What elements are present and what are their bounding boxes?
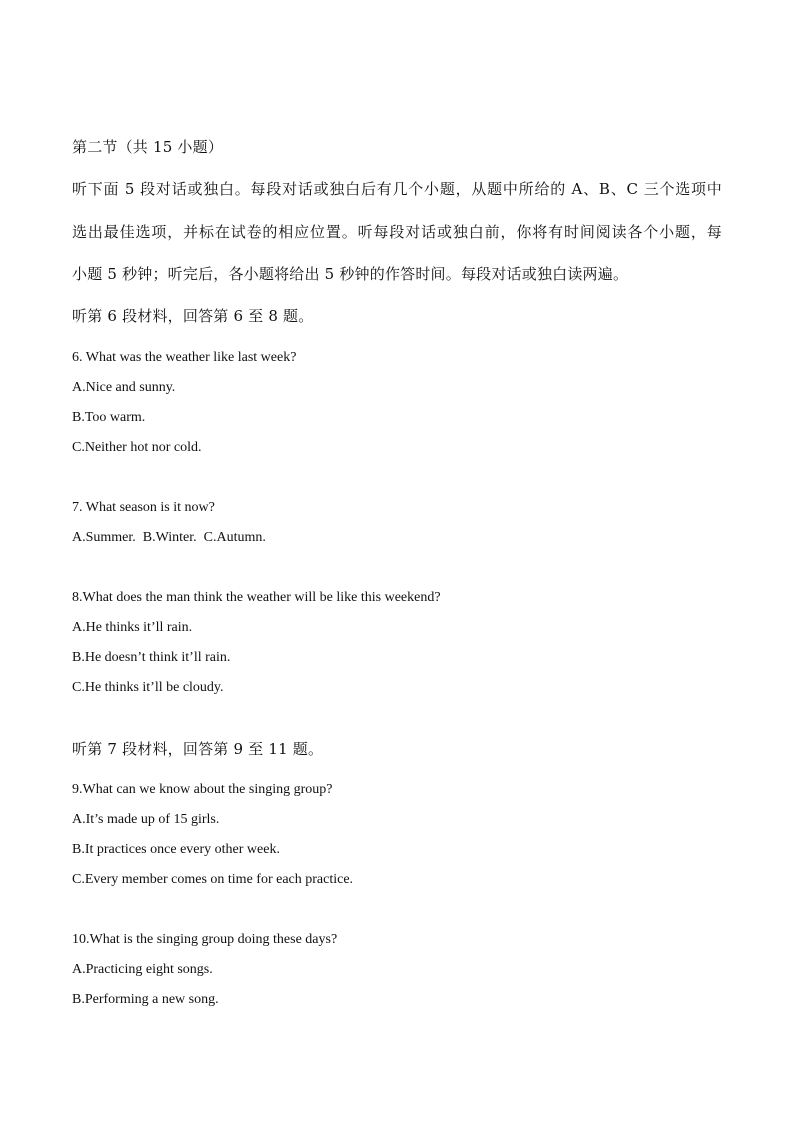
question-10-option-a: A.Practicing eight songs.	[72, 962, 213, 977]
question-8-option-b: B.He doesn’t think it’ll rain.	[72, 650, 231, 665]
question-7-options: A.Summer. B.Winter. C.Autumn.	[72, 530, 266, 545]
instruction-line-2: 选出最佳选项，并标在试卷的相应位置。听每段对话或独白前，你将有时间阅读各个小题，每	[72, 223, 722, 241]
question-8: 8.What does the man think the weather will be like this weekend?	[72, 590, 441, 605]
question-9-option-a: A.It’s made up of 15 girls.	[72, 812, 220, 827]
section-title: 第二节（共 15 小题）	[72, 138, 224, 156]
question-8-option-a: A.He thinks it’ll rain.	[72, 620, 193, 635]
question-6-option-c: C.Neither hot nor cold.	[72, 440, 202, 455]
instruction-line-3: 小题 5 秒钟；听完后，各小题将给出 5 秒钟的作答时间。每段对话或独白读两遍。	[72, 265, 629, 283]
passage-7-heading: 听第 7 段材料，回答第 9 至 11 题。	[72, 740, 324, 758]
question-6: 6. What was the weather like last week?	[72, 350, 297, 365]
question-8-option-c: C.He thinks it’ll be cloudy.	[72, 680, 224, 695]
question-6-option-b: B.Too warm.	[72, 410, 146, 425]
question-10: 10.What is the singing group doing these days?	[72, 932, 338, 947]
question-9-option-c: C.Every member comes on time for each practice.	[72, 872, 354, 887]
question-9-option-b: B.It practices once every other week.	[72, 842, 280, 857]
passage-6-heading: 听第 6 段材料，回答第 6 至 8 题。	[72, 307, 314, 325]
question-6-option-a: A.Nice and sunny.	[72, 380, 176, 395]
question-7: 7. What season is it now?	[72, 500, 215, 515]
instruction-line-1: 听下面 5 段对话或独白。每段对话或独白后有几个小题，从题中所给的 A、B、C 三个选项中	[72, 180, 722, 198]
question-9: 9.What can we know about the singing group?	[72, 782, 333, 797]
question-10-option-b: B.Performing a new song.	[72, 992, 219, 1007]
